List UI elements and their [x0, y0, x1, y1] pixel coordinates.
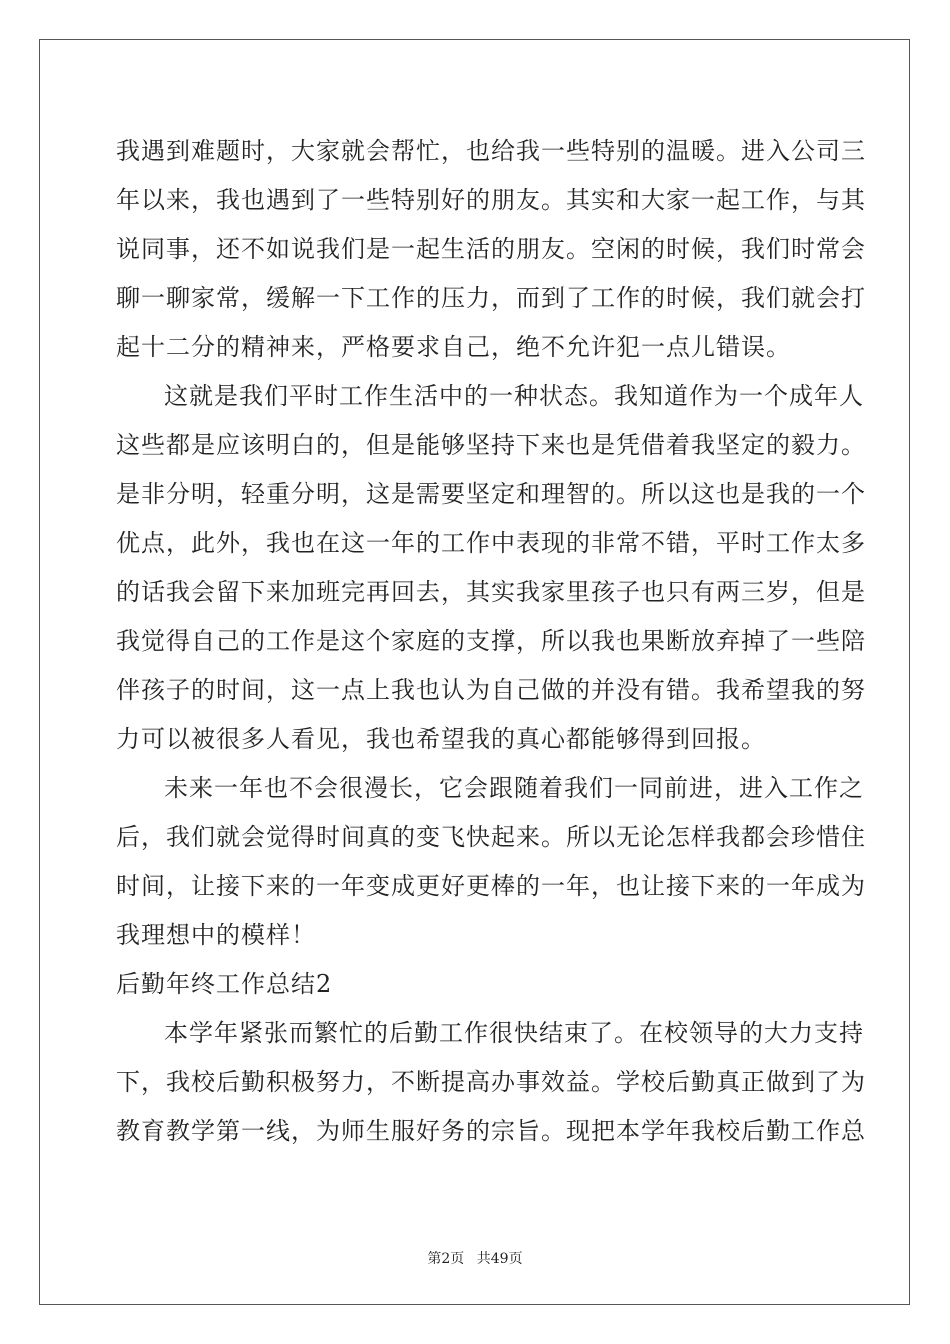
text-line: 我理想中的模样！ [116, 921, 316, 949]
text-line: 我遇到难题时，大家就会帮忙，也给我一些特别的温暖。进入公司三 [116, 137, 866, 165]
text-line: 这就是我们平时工作生活中的一种状态。我知道作为一个成年人 [164, 382, 864, 410]
text-line: 是非分明，轻重分明，这是需要坚定和理智的。所以这也是我的一个 [116, 480, 866, 508]
paragraph [116, 1009, 866, 1156]
paragraph [116, 127, 866, 372]
document-body [116, 127, 866, 1156]
text-line: 我觉得自己的工作是这个家庭的支撑，所以我也果断放弃掉了一些陪 [116, 627, 866, 655]
text-line: 伴孩子的时间，这一点上我也认为自己做的并没有错。我希望我的努 [116, 676, 866, 704]
page-number: 第2页 [427, 1251, 465, 1267]
text-line: 这些都是应该明白的，但是能够坚持下来也是凭借着我坚定的毅力。 [116, 431, 866, 459]
text-line: 未来一年也不会很漫长，它会跟随着我们一同前进，进入工作之 [164, 774, 864, 802]
text-line: 优点，此外，我也在这一年的工作中表现的非常不错，平时工作太多 [116, 529, 866, 557]
text-line: 年以来，我也遇到了一些特别好的朋友。其实和大家一起工作，与其 [116, 186, 866, 214]
text-line: 说同事，还不如说我们是一起生活的朋友。空闲的时候，我们时常会 [116, 235, 866, 263]
text-line: 教育教学第一线，为师生服好务的宗旨。现把本学年我校后勤工作总 [116, 1117, 866, 1145]
paragraph [116, 764, 866, 960]
page-footer [0, 1248, 950, 1268]
text-line: 本学年紧张而繁忙的后勤工作很快结束了。在校领导的大力支持 [164, 1019, 864, 1047]
text-line: 起十二分的精神来，严格要求自己，绝不允许犯一点儿错误。 [116, 333, 791, 361]
text-line: 下，我校后勤积极努力，不断提高办事效益。学校后勤真正做到了为 [116, 1068, 866, 1096]
text-line: 力可以被很多人看见，我也希望我的真心都能够得到回报。 [116, 725, 766, 753]
text-line: 的话我会留下来加班完再回去，其实我家里孩子也只有两三岁，但是 [116, 578, 866, 606]
text-line: 时间，让接下来的一年变成更好更棒的一年，也让接下来的一年成为 [116, 872, 866, 900]
text-line: 后，我们就会觉得时间真的变飞快起来。所以无论怎样我都会珍惜住 [116, 823, 866, 851]
text-line: 聊一聊家常，缓解一下工作的压力，而到了工作的时候，我们就会打 [116, 284, 866, 312]
paragraph [116, 372, 866, 764]
page-total: 共49页 [476, 1251, 523, 1267]
section-heading: 后勤年终工作总结2 [116, 970, 333, 998]
